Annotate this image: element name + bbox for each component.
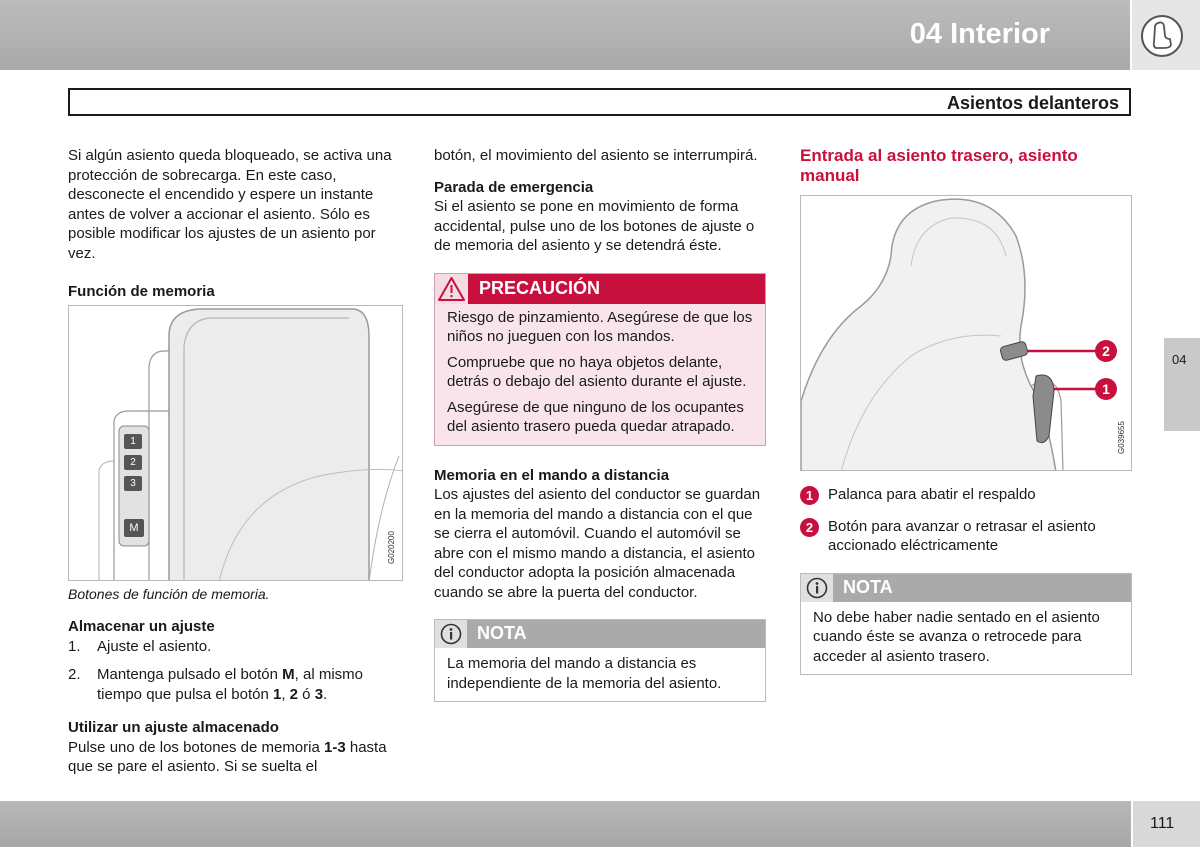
warning-box <box>434 273 766 446</box>
button-m-ref: M <box>282 666 295 683</box>
info-icon <box>801 574 833 602</box>
warning-paragraph: Riesgo de pinzamiento. Asegúrese de que los niños no jueguen con los mandos. <box>447 308 753 345</box>
store-setting-heading: Almacenar un ajuste <box>68 618 215 635</box>
note-body: La memoria del mando a distancia es independiente de la memoria del asiento. <box>447 655 722 692</box>
step-text: Mantenga pulsado el botón <box>97 666 283 683</box>
step-end: . <box>323 685 328 703</box>
use-stored-heading: Utilizar un ajuste almacenado <box>68 719 279 736</box>
warning-header <box>435 274 765 304</box>
step-separator: , <box>281 685 290 703</box>
seat-memory-illustration <box>69 306 403 581</box>
step-text: Ajuste el asiento. <box>97 637 212 655</box>
seat-icon <box>1140 14 1184 58</box>
legend-text: Botón para avanzar o retrasar el asiento accionado eléctricamente <box>828 517 1096 554</box>
remote-memory-paragraph: Los ajustes del asiento del conductor se guardan en la memoria del mando a distancia con el que se cierra el automóvil. Cuando el automóvil se abre con el mismo mando a distancia, el asiento del conductor adopta la posición almacenada cuando se abre la puerta del conductor. <box>434 486 761 601</box>
emergency-stop-paragraph: Si el asiento se pone en movimiento de forma accidental, pulse uno de los botones de ajuste o de memoria del asiento y se detendrá éste. <box>434 198 755 254</box>
button-2-ref: 2 <box>289 685 298 703</box>
warning-triangle-icon <box>435 274 468 304</box>
note-label: NOTA <box>843 576 893 597</box>
use-stored-paragraph <box>68 738 403 777</box>
column-2 <box>434 146 766 702</box>
figure-caption: Botones de función de memoria. <box>68 585 270 602</box>
figure-code: G039655 <box>1117 421 1126 454</box>
list-item <box>68 665 403 704</box>
use-text: Pulse uno de los botones de memoria <box>68 738 324 756</box>
seat-side-illustration <box>801 196 1132 471</box>
memory-buttons-figure <box>68 305 403 581</box>
button-1-ref: 1 <box>272 685 282 703</box>
step-number: 1. <box>68 637 81 655</box>
legend-badge-2: 2 <box>800 518 819 537</box>
legend-badge-1: 1 <box>800 486 819 505</box>
warning-paragraph: Asegúrese de que ninguno de los ocupantes del asiento trasero pueda quedar atrapado. <box>447 398 744 435</box>
memory-button-1: 1 <box>124 434 142 449</box>
continued-paragraph: botón, el movimiento del asiento se interrumpirá. <box>434 147 758 164</box>
chapter-side-tab-label: 04 <box>1172 352 1187 367</box>
callout-1: 1 <box>1095 378 1117 400</box>
remote-memory-heading: Memoria en el mando a distancia <box>434 466 670 484</box>
use-text: hasta que se pare el asiento. Si se suelta el <box>68 738 387 775</box>
section-title: Asientos delanteros <box>946 93 1119 113</box>
step-number: 2. <box>68 666 81 683</box>
memory-button-m: M <box>124 519 144 537</box>
rear-seat-access-heading: Entrada al asiento trasero, asiento manual <box>800 146 1078 185</box>
footer-bar <box>0 801 1131 847</box>
step-text: , al mismo tiempo que pulsa el botón <box>97 666 363 703</box>
memory-button-2: 2 <box>124 455 142 470</box>
button-3-ref: 3 <box>314 685 324 703</box>
note-box <box>434 619 766 702</box>
page-number: 111 <box>1150 815 1175 832</box>
column-3 <box>800 146 1132 675</box>
overload-paragraph: Si algún asiento queda bloqueado, se activa una protección de sobrecarga. En este caso, desconecte el encendido y espere un instante antes de volver a accionar el asiento. Sólo es posible modificar los ajustes de un asiento por vez. <box>68 147 392 262</box>
figure-code: G020200 <box>387 530 396 564</box>
chapter-title: 04 Interior <box>909 18 1050 50</box>
memory-button-3: 3 <box>124 476 142 491</box>
note-body: No debe haber nadie sentado en el asiento cuando éste se avanza o retrocede para acceder al asiento trasero. <box>813 608 1100 665</box>
legend-text: Palanca para abatir el respaldo <box>828 486 1036 503</box>
info-icon <box>435 620 467 648</box>
column-1 <box>68 146 403 777</box>
legend-item-2 <box>800 517 1132 556</box>
callout-2: 2 <box>1095 340 1117 362</box>
warning-label: PRECAUCIÓN <box>479 277 601 298</box>
list-item <box>68 637 403 657</box>
section-title-box <box>68 88 1131 116</box>
memory-range-ref: 1-3 <box>324 738 346 756</box>
note-header <box>435 620 765 648</box>
store-steps-list <box>68 637 403 705</box>
note-label: NOTA <box>477 623 527 643</box>
memory-function-heading: Función de memoria <box>68 283 215 300</box>
chapter-side-tab[interactable] <box>1164 338 1200 431</box>
legend-item-1 <box>800 485 1132 505</box>
note-box <box>800 573 1132 676</box>
rear-seat-figure <box>800 195 1132 471</box>
note-header <box>801 574 1131 602</box>
chapter-header-bar <box>0 0 1130 70</box>
warning-body <box>435 304 765 445</box>
emergency-stop-heading: Parada de emergencia <box>434 178 594 196</box>
step-separator: ó <box>298 685 315 703</box>
warning-paragraph: Compruebe que no haya objetos delante, detrás o debajo del asiento durante el ajuste. <box>447 353 747 390</box>
